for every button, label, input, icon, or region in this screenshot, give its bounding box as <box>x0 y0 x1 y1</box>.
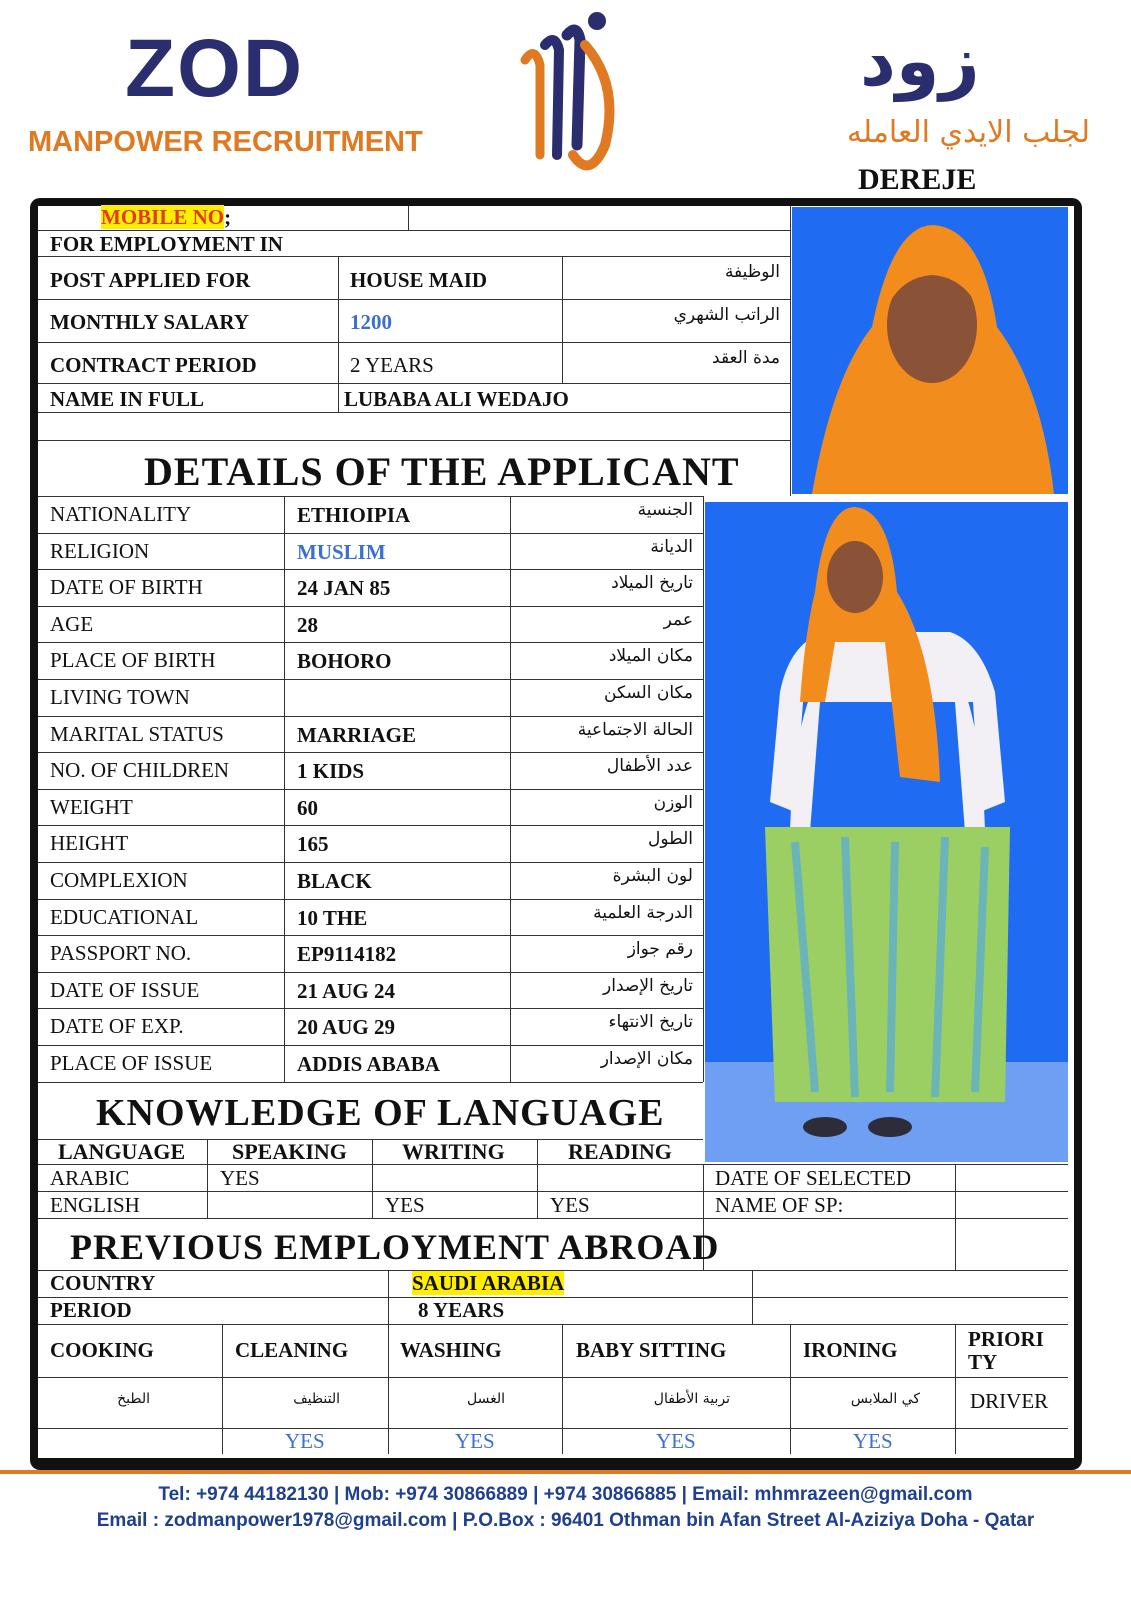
grid-line <box>38 789 703 790</box>
grid-line <box>790 206 791 496</box>
skill-cooking: COOKING <box>50 1338 154 1362</box>
contract-label: CONTRACT PERIOD <box>50 353 257 377</box>
washing-answer: YES <box>455 1429 495 1453</box>
grid-line <box>207 1139 208 1218</box>
grid-line <box>38 1428 1068 1429</box>
detail-arabic: عدد الأطفال <box>606 756 693 776</box>
country-label: COUNTRY <box>50 1271 156 1295</box>
logo-emblem-icon <box>495 5 635 175</box>
grid-line <box>38 440 790 441</box>
grid-line <box>38 606 703 607</box>
detail-value: 60 <box>297 796 318 820</box>
detail-label: PLACE OF ISSUE <box>50 1051 213 1075</box>
grid-line <box>388 1324 389 1454</box>
grid-line <box>38 1191 1068 1192</box>
detail-label: WEIGHT <box>50 795 133 819</box>
detail-arabic: مكان الميلاد <box>608 646 693 666</box>
agent-name: DEREJE <box>858 163 977 196</box>
portrait-photo-icon <box>792 207 1068 494</box>
portrait-photo <box>792 207 1068 494</box>
baby-sitting-answer: YES <box>656 1429 696 1453</box>
detail-arabic: الدرجة العلمية <box>593 903 693 923</box>
full-body-photo-icon <box>705 502 1068 1162</box>
grid-line <box>284 496 285 1082</box>
logo-arabic-subtitle: لجلب الايدي العامله <box>846 115 1090 150</box>
grid-line <box>338 256 339 412</box>
detail-value: BOHORO <box>297 649 392 673</box>
skill-baby-sitting-arabic: تربية الأطفال <box>653 1391 730 1407</box>
grid-line <box>510 496 511 1082</box>
grid-line <box>38 383 790 384</box>
detail-label: DATE OF ISSUE <box>50 978 200 1002</box>
detail-arabic: تاريخ الإصدار <box>603 976 693 996</box>
grid-line <box>38 1324 1068 1325</box>
detail-label: NATIONALITY <box>50 502 192 526</box>
details-title: DETAILS OF THE APPLICANT <box>144 449 740 494</box>
skill-cleaning-arabic: التنظيف <box>293 1391 340 1407</box>
cleaning-answer: YES <box>285 1429 325 1453</box>
detail-arabic: الوزن <box>653 793 693 813</box>
grid-line <box>38 230 790 231</box>
detail-label: PLACE OF BIRTH <box>50 648 216 672</box>
detail-value: 20 AUG 29 <box>297 1015 396 1039</box>
lang-header-reading: READING <box>568 1139 672 1164</box>
grid-line <box>38 1008 703 1009</box>
salary-arabic: الراتب الشهري <box>673 305 780 325</box>
detail-label: PASSPORT NO. <box>50 941 192 965</box>
grid-line <box>38 716 703 717</box>
detail-arabic: الديانة <box>650 537 693 557</box>
grid-line <box>38 1218 1068 1219</box>
lang-arabic-speaking: YES <box>220 1166 260 1190</box>
grid-line <box>372 1139 373 1218</box>
grid-line <box>537 1139 538 1218</box>
employment-label: FOR EMPLOYMENT IN <box>50 232 283 256</box>
skill-baby-sitting: BABY SITTING <box>576 1338 727 1362</box>
period-value: 8 YEARS <box>418 1298 505 1322</box>
grid-line <box>38 342 790 343</box>
detail-arabic: مكان الإصدار <box>600 1049 693 1069</box>
grid-line <box>38 1045 703 1046</box>
country-value: SAUDI ARABIA <box>412 1271 565 1295</box>
grid-line <box>38 972 703 973</box>
skill-cooking-arabic: الطبخ <box>117 1391 150 1407</box>
grid-line <box>38 412 790 413</box>
detail-value: 21 AUG 24 <box>297 979 396 1003</box>
skill-washing-arabic: الغسل <box>466 1391 505 1407</box>
grid-line <box>38 299 790 300</box>
grid-line <box>38 752 703 753</box>
detail-label: HEIGHT <box>50 831 129 855</box>
grid-line <box>752 1270 753 1324</box>
detail-value: 28 <box>297 613 318 637</box>
grid-line <box>408 206 409 230</box>
detail-value: ADDIS ABABA <box>297 1052 440 1076</box>
salary-value: 1200 <box>350 310 392 334</box>
name-value: LUBABA ALI WEDAJO <box>344 387 569 411</box>
detail-arabic: تاريخ الميلاد <box>611 573 693 593</box>
grid-line <box>38 496 703 497</box>
skill-washing: WASHING <box>400 1338 502 1362</box>
post-value: HOUSE MAID <box>350 268 488 292</box>
detail-arabic: الجنسية <box>637 500 693 520</box>
skill-ironing-arabic: كي الملابس <box>850 1391 920 1407</box>
grid-line <box>38 533 703 534</box>
detail-arabic: رقم جواز <box>627 939 693 959</box>
grid-line <box>38 825 703 826</box>
detail-arabic: عمر <box>663 610 693 630</box>
contract-value: 2 YEARS <box>350 353 434 377</box>
skill-priority: PRIORI TY <box>968 1327 1044 1375</box>
grid-line <box>955 1164 956 1270</box>
detail-arabic: لون البشرة <box>612 866 693 886</box>
language-title: KNOWLEDGE OF LANGUAGE <box>96 1092 665 1134</box>
grid-line <box>38 256 790 257</box>
detail-arabic: مكان السكن <box>604 683 693 703</box>
ironing-answer: YES <box>853 1429 893 1453</box>
detail-value: BLACK <box>297 869 372 893</box>
footer-contact-line: Tel: +974 44182130 | Mob: +974 30866889 | +974 30866885 | Email: mhmrazeen@gmail.com <box>158 1484 973 1505</box>
grid-line <box>790 1324 791 1454</box>
detail-label: RELIGION <box>50 539 150 563</box>
skill-cleaning: CLEANING <box>235 1338 349 1362</box>
previous-title: PREVIOUS EMPLOYMENT ABROAD <box>70 1227 720 1267</box>
detail-label: DATE OF EXP. <box>50 1014 184 1038</box>
grid-line <box>562 1324 563 1454</box>
skill-ironing: IRONING <box>803 1338 898 1362</box>
detail-label: COMPLEXION <box>50 868 188 892</box>
grid-line <box>38 1082 703 1083</box>
contract-arabic: مدة العقد <box>712 348 780 368</box>
detail-label: DATE OF BIRTH <box>50 575 203 599</box>
post-arabic: الوظيفة <box>724 262 780 282</box>
grid-line <box>38 1377 1068 1378</box>
grid-line <box>222 1324 223 1454</box>
lang-english: ENGLISH <box>50 1193 140 1217</box>
footer-address-line: Email : zodmanpower1978@gmail.com | P.O.Box : 96401 Othman bin Afan Street Al-Aziziya Doha - Qatar <box>96 1510 1035 1531</box>
detail-value: MUSLIM <box>297 540 386 564</box>
detail-label: LIVING TOWN <box>50 685 190 709</box>
detail-value: 1 KIDS <box>297 759 365 783</box>
footer-divider <box>0 1470 1131 1474</box>
lang-header-language: LANGUAGE <box>58 1139 186 1164</box>
salary-label: MONTHLY SALARY <box>50 310 249 334</box>
date-selected-label: DATE OF SELECTED <box>715 1166 911 1190</box>
detail-value: MARRIAGE <box>297 723 416 747</box>
lang-english-reading: YES <box>550 1193 590 1217</box>
grid-line <box>388 1270 389 1324</box>
logo-arabic-text: زود <box>860 20 980 102</box>
period-label: PERIOD <box>50 1298 132 1322</box>
grid-line <box>955 1324 956 1454</box>
detail-value: EP9114182 <box>297 942 397 966</box>
grid-line <box>38 1164 1068 1165</box>
lang-arabic: ARABIC <box>50 1166 130 1190</box>
logo-subtitle: MANPOWER RECRUITMENT <box>28 126 423 158</box>
grid-line <box>38 862 703 863</box>
detail-label: EDUCATIONAL <box>50 905 199 929</box>
grid-line <box>38 569 703 570</box>
sponsor-name-label: NAME OF SP: <box>715 1193 844 1217</box>
detail-label: AGE <box>50 612 94 636</box>
detail-arabic: الطول <box>648 829 693 849</box>
post-label: POST APPLIED FOR <box>50 268 251 292</box>
detail-value: 24 JAN 85 <box>297 576 391 600</box>
grid-line <box>38 935 703 936</box>
mobile-label-suffix: ; <box>224 205 232 229</box>
detail-value: 10 THE <box>297 906 368 930</box>
mobile-label: MOBILE NO <box>101 205 225 229</box>
detail-label: MARITAL STATUS <box>50 722 224 746</box>
lang-header-writing: WRITING <box>402 1139 505 1164</box>
grid-line <box>38 679 703 680</box>
grid-line <box>38 1297 1068 1298</box>
grid-line <box>38 899 703 900</box>
lang-english-writing: YES <box>385 1193 425 1217</box>
grid-line <box>703 496 704 1082</box>
lang-header-speaking: SPEAKING <box>232 1139 347 1164</box>
logo-text: ZOD <box>125 23 305 114</box>
detail-value: ETHIOIPIA <box>297 503 411 527</box>
detail-arabic: الحالة الاجتماعية <box>577 720 693 740</box>
name-label: NAME IN FULL <box>50 387 205 411</box>
detail-value: 165 <box>297 832 329 856</box>
full-body-photo <box>705 502 1068 1162</box>
detail-label: NO. OF CHILDREN <box>50 758 230 782</box>
grid-line <box>38 642 703 643</box>
detail-arabic: تاريخ الانتهاء <box>608 1012 693 1032</box>
priority-value: DRIVER <box>970 1389 1049 1413</box>
